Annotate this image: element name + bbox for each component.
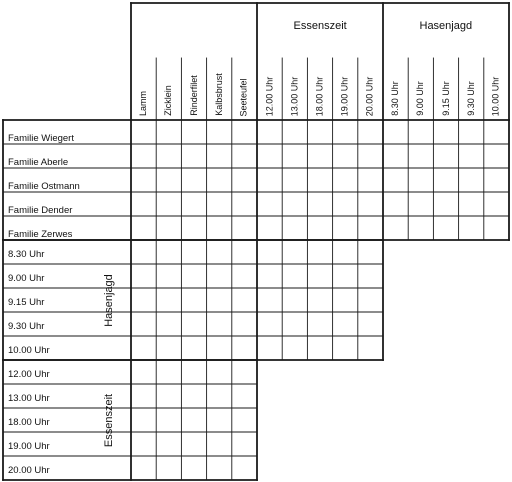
row-label-familie: Familie Aberle — [8, 157, 69, 168]
column-label-gericht: Seeteufel — [238, 77, 249, 117]
column-label-hasenjagd: 9.15 Uhr — [440, 81, 451, 116]
column-label-gericht: Zicklein — [163, 85, 174, 116]
row-label-hasenjagd: 10.00 Uhr — [8, 345, 50, 356]
column-label-essenszeit: 19.00 Uhr — [339, 76, 350, 116]
row-label-hasenjagd: 9.15 Uhr — [8, 297, 45, 308]
column-label-essenszeit: 13.00 Uhr — [289, 76, 300, 116]
row-label-hasenjagd: 9.30 Uhr — [8, 321, 45, 332]
row-label-familie: Familie Zerwes — [8, 229, 73, 240]
column-label-essenszeit: 20.00 Uhr — [364, 76, 375, 116]
column-label-hasenjagd: 9.30 Uhr — [465, 81, 476, 116]
column-group-title-hasenjagd: Hasenjagd — [419, 20, 473, 32]
row-label-familie: Familie Ostmann — [8, 181, 80, 192]
row-group-title-essenszeit: Essenszeit — [102, 393, 115, 447]
row-label-essenszeit: 20.00 Uhr — [8, 465, 50, 476]
row-label-essenszeit: 18.00 Uhr — [8, 417, 50, 428]
column-label-essenszeit: 18.00 Uhr — [314, 76, 325, 116]
column-label-gericht: Rinderfilet — [188, 75, 199, 116]
row-label-hasenjagd: 8.30 Uhr — [8, 249, 45, 260]
row-label-hasenjagd: 9.00 Uhr — [8, 273, 45, 284]
column-label-hasenjagd: 9.00 Uhr — [415, 81, 426, 116]
column-label-gericht: Lamm — [138, 90, 149, 117]
column-label-hasenjagd: 10.00 Uhr — [490, 76, 501, 116]
column-label-gericht: Kalbsbrust — [213, 73, 224, 116]
row-group-title-hasenjagd: Hasenjagd — [102, 273, 115, 327]
column-label-essenszeit: 12.00 Uhr — [263, 76, 274, 116]
column-label-hasenjagd: 8.30 Uhr — [389, 81, 400, 116]
row-label-essenszeit: 13.00 Uhr — [8, 393, 50, 404]
row-label-familie: Familie Dender — [8, 205, 73, 216]
row-label-essenszeit: 19.00 Uhr — [8, 441, 50, 452]
row-label-familie: Familie Wiegert — [8, 133, 74, 144]
row-label-essenszeit: 12.00 Uhr — [8, 369, 50, 380]
column-group-title-essenszeit: Essenszeit — [293, 20, 347, 32]
